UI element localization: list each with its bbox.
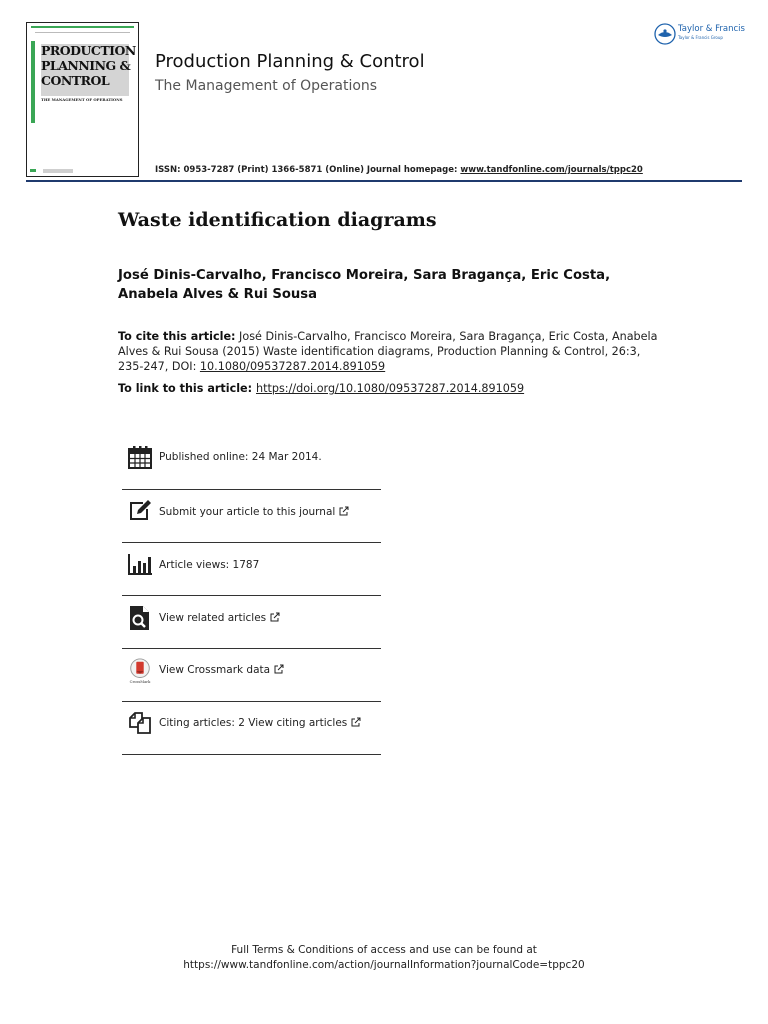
article-info-list xyxy=(122,437,381,755)
related-articles-link[interactable] xyxy=(159,612,280,624)
submit-row[interactable] xyxy=(122,490,381,543)
crossmark-row[interactable] xyxy=(122,649,381,702)
bar-chart-icon xyxy=(127,552,153,578)
edit-icon xyxy=(127,498,153,524)
journal-subtitle: The Management of Operations xyxy=(155,78,378,94)
citing-articles-text: Citing articles: 2 View citing articles xyxy=(159,717,348,729)
footer xyxy=(0,943,768,973)
search-document-icon xyxy=(127,605,153,631)
article-title: Waste identification diagrams xyxy=(118,209,437,231)
crossmark-text: View Crossmark data xyxy=(159,664,271,676)
article-views: Article views: 1787 xyxy=(159,559,260,571)
publisher-logo[interactable] xyxy=(654,22,749,48)
journal-homepage-link[interactable]: www.tandfonline.com/journals/tppc20 xyxy=(460,165,643,175)
submit-article-text: Submit your article to this journal xyxy=(159,506,336,518)
cover-footer-mark xyxy=(30,169,36,172)
cover-green-spine xyxy=(31,41,35,123)
cite-label: To cite this article: xyxy=(118,330,236,343)
publisher-name: Taylor & Francis xyxy=(678,24,745,34)
cover-top-bar xyxy=(31,26,134,28)
external-link-icon xyxy=(339,506,349,516)
external-link-icon xyxy=(274,664,284,674)
citing-articles-link[interactable] xyxy=(159,717,361,729)
calendar-icon xyxy=(127,444,153,470)
cover-subtitle: THE MANAGEMENT OF OPERATIONS xyxy=(41,97,123,102)
publisher-group: Taylor & Francis Group xyxy=(678,35,723,40)
article-authors: José Dinis-Carvalho, Francisco Moreira, Sara Bragança, Eric Costa, Anabela Alves & Rui Sousa xyxy=(118,268,611,302)
link-label: To link to this article: xyxy=(118,382,256,395)
views-row xyxy=(122,543,381,596)
crossmark-logo-text: CrossMark xyxy=(129,680,151,684)
header-rule xyxy=(26,180,742,182)
journal-title: Production Planning & Control xyxy=(155,51,425,72)
footer-terms-url[interactable]: https://www.tandfonline.com/action/journalInformation?journalCode=tppc20 xyxy=(183,959,585,971)
issn-line xyxy=(155,165,643,175)
footer-terms-text: Full Terms & Conditions of access and use can be found at xyxy=(231,944,537,956)
article-doi-link[interactable]: https://doi.org/10.1080/09537287.2014.891059 xyxy=(256,382,525,395)
external-link-icon xyxy=(351,717,361,727)
published-row xyxy=(122,437,381,490)
published-date: Published online: 24 Mar 2014. xyxy=(159,451,322,463)
cover-top-line xyxy=(35,32,130,33)
cover-title: PRODUCTION PLANNING & CONTROL xyxy=(41,43,136,88)
cite-text: José Dinis-Carvalho, Francisco Moreira, Sara Bragança, Eric Costa, Anabela Alves & Rui Sousa (2015) Waste identification diagrams, Production Planning & Control, 26:3, 235-247, DOI: xyxy=(118,330,658,373)
citing-row[interactable] xyxy=(122,702,381,755)
crossmark-link[interactable] xyxy=(159,664,284,676)
crossmark-icon xyxy=(127,658,153,684)
journal-cover-image xyxy=(26,22,139,177)
article-link-line xyxy=(118,382,678,395)
cite-doi-link[interactable]: 10.1080/09537287.2014.891059 xyxy=(199,360,386,373)
related-row[interactable] xyxy=(122,596,381,649)
external-link-icon xyxy=(270,612,280,622)
submit-article-link[interactable] xyxy=(159,506,349,518)
cover-publisher-logo xyxy=(43,169,73,173)
citing-documents-icon xyxy=(127,710,153,736)
publisher-emblem-icon xyxy=(654,23,676,45)
related-articles-text: View related articles xyxy=(159,612,267,624)
issn-text: ISSN: 0953-7287 (Print) 1366-5871 (Online) Journal homepage: xyxy=(155,165,461,175)
citation-block xyxy=(118,329,658,374)
